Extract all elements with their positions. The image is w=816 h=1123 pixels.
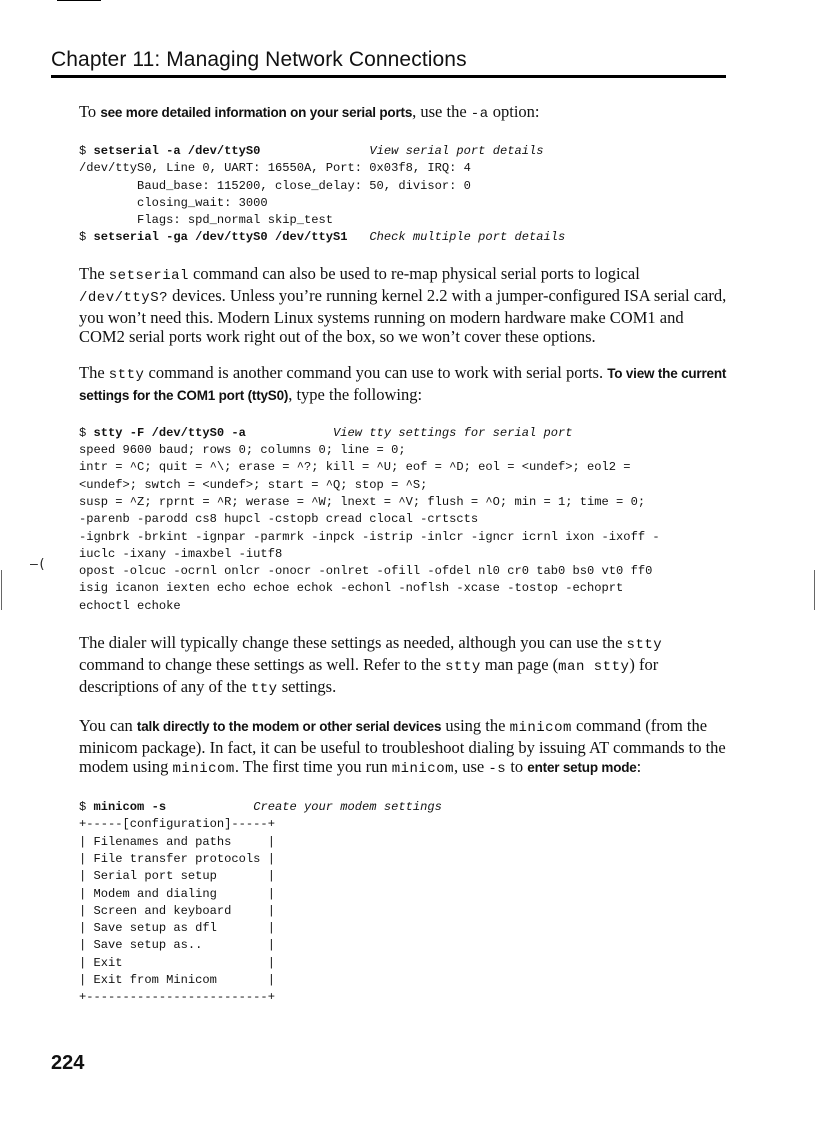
command-comment: View serial port details: [369, 144, 544, 158]
output-line: | Save setup as dfl |: [79, 921, 275, 936]
output-line: echoctl echoke: [79, 598, 181, 613]
output-line: | Exit |: [79, 955, 275, 970]
output-line: | Filenames and paths |: [79, 834, 275, 849]
output-line: intr = ^C; quit = ^\; erase = ^?; kill = ^U; eof = ^D; eol = <undef>; eol2 =: [79, 460, 631, 475]
minicom-code-block: [79, 799, 729, 1007]
output-line: | File transfer protocols |: [79, 851, 275, 866]
setserial-code-block: [79, 143, 729, 247]
output-line: closing_wait: 3000: [79, 195, 268, 210]
output-line: Baud_base: 115200, close_delay: 50, divisor: 0: [79, 178, 471, 193]
output-line: iuclc -ixany -imaxbel -iutf8: [79, 546, 283, 561]
page-number: 224: [51, 1052, 85, 1074]
left-margin-bar: [1, 570, 2, 610]
command-line: $ minicom -s Create your modem settings: [79, 800, 442, 815]
output-line: | Serial port setup |: [79, 869, 275, 884]
page-content: [79, 100, 729, 1007]
command-line: $ setserial -ga /dev/ttyS0 /dev/ttyS1 Check multiple port details: [79, 230, 566, 245]
command-text: setserial -a /dev/ttyS0: [93, 144, 261, 158]
output-line: opost -olcuc -ocrnl onlcr -onocr -onlret -ofill -ofdel nl0 cr0 tab0 bs0 vt0 ff0: [79, 564, 653, 579]
intro-paragraph: To see more detailed information on your serial ports, use the -a option:: [79, 102, 540, 122]
setserial-paragraph: The setserial command can also be used to re-map physical serial ports to logical /dev/ttyS? devices. Unless you’re running kernel 2.2 with a jumper-configured ISA serial card, you won’t need this. Modern Linux systems running on modern hardware make COM1 and COM2 serial ports work right out of the box, so we won’t cover these options.: [79, 263, 727, 346]
command-text: minicom -s: [93, 800, 167, 815]
output-line: | Screen and keyboard |: [79, 903, 275, 918]
minicom-paragraph: You can talk directly to the modem or other serial devices using the minicom command (from the minicom package). In fact, it can be useful to troubleshoot dialing by issuing AT commands to the modem using minicom. The first time you run minicom, use -s to enter setup mode:: [79, 716, 726, 778]
output-line: +-----[configuration]-----+: [79, 817, 275, 832]
output-line: -parenb -parodd cs8 hupcl -cstopb cread clocal -crtscts: [79, 512, 479, 527]
command-comment: View tty settings for serial port: [333, 425, 573, 440]
output-line: | Exit from Minicom |: [79, 973, 275, 988]
command-comment: Create your modem settings: [253, 800, 442, 815]
command-line: $ stty -F /dev/ttyS0 -a View tty settings for serial port: [79, 425, 573, 440]
output-line: | Save setup as.. |: [79, 938, 275, 953]
margin-bracket-mark: —(: [30, 557, 46, 572]
output-line: | Modem and dialing |: [79, 886, 275, 901]
dialer-paragraph: The dialer will typically change these settings as needed, although you can use the stty command to change these settings as well. Refer to the stty man page (man stty) for descriptions of any of the tty settings.: [79, 633, 663, 698]
top-edge-rule: [57, 0, 101, 1]
command-comment: Check multiple port details: [369, 230, 566, 245]
output-line: /dev/ttyS0, Line 0, UART: 16550A, Port: 0x03f8, IRQ: 4: [79, 161, 471, 176]
command-line: $ setserial -a /dev/ttyS0 View serial port details: [79, 144, 544, 158]
chapter-header: Chapter 11: Managing Network Connections: [51, 47, 726, 78]
output-line: <undef>; swtch = <undef>; start = ^Q; stop = ^S;: [79, 477, 428, 492]
output-line: -ignbrk -brkint -ignpar -parmrk -inpck -istrip -inlcr -igncr icrnl ixon -ixoff -: [79, 529, 660, 544]
right-margin-bar: [814, 570, 815, 610]
output-line: Flags: spd_normal skip_test: [79, 213, 334, 228]
stty-paragraph: The stty command is another command you can use to work with serial ports. To view the current settings for the COM1 port (ttyS0), type the following:: [79, 362, 727, 404]
output-line: +-------------------------+: [79, 990, 275, 1005]
output-line: speed 9600 baud; rows 0; columns 0; line = 0;: [79, 443, 406, 458]
stty-code-block: [79, 425, 729, 615]
command-text: stty -F /dev/ttyS0 -a: [93, 425, 246, 440]
output-line: isig icanon iexten echo echoe echok -echonl -noflsh -xcase -tostop -echoprt: [79, 581, 624, 596]
command-text: setserial -ga /dev/ttyS0 /dev/ttyS1: [93, 230, 348, 245]
output-line: susp = ^Z; rprnt = ^R; werase = ^W; lnext = ^V; flush = ^O; min = 1; time = 0;: [79, 494, 646, 509]
